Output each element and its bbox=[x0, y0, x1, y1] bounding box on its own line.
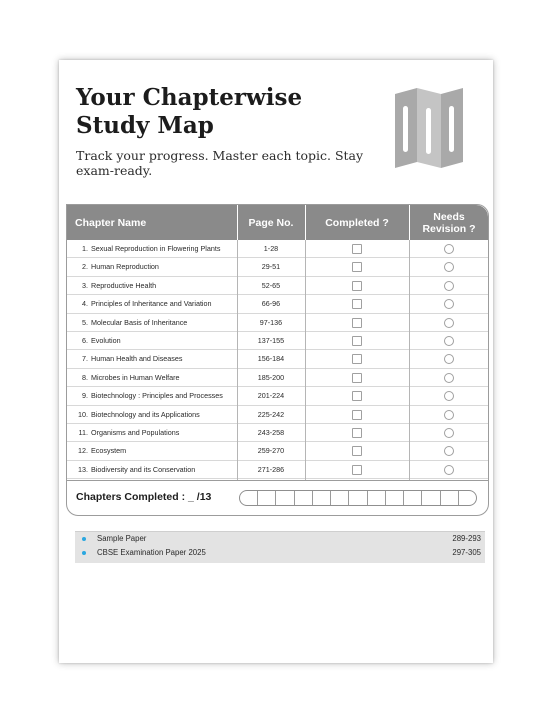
column-header-chapter-name: Chapter Name bbox=[75, 216, 147, 229]
table-row bbox=[67, 369, 488, 387]
folded-map-icon bbox=[393, 88, 465, 168]
chapter-name: Ecosystem bbox=[91, 446, 127, 456]
chapter-name: Biotechnology : Principles and Processes bbox=[91, 391, 223, 401]
extra-paper-label: CBSE Examination Paper 2025 bbox=[97, 548, 206, 557]
chapters-completed-label: Chapters Completed : _ /13 bbox=[76, 491, 212, 503]
needs-revision-radio[interactable] bbox=[444, 281, 454, 291]
chapter-name: Principles of Inheritance and Variation bbox=[91, 299, 212, 309]
column-header-needs-revision bbox=[409, 205, 489, 240]
chapter-number: 10. bbox=[78, 409, 88, 419]
chapter-name: Reproductive Health bbox=[91, 280, 157, 290]
extra-paper-pages: 289-293 bbox=[452, 534, 481, 543]
chapter-name: Microbes in Human Welfare bbox=[91, 372, 180, 382]
chapter-number: 12. bbox=[78, 446, 88, 456]
table-row bbox=[67, 406, 488, 424]
chapter-name: Human Reproduction bbox=[91, 262, 159, 272]
chapter-table bbox=[66, 204, 489, 516]
table-row bbox=[67, 442, 488, 460]
table-row bbox=[67, 387, 488, 405]
tracker-cell[interactable] bbox=[349, 491, 367, 505]
chapter-number: 4. bbox=[82, 299, 88, 309]
needs-revision-radio[interactable] bbox=[444, 446, 454, 456]
tracker-cell[interactable] bbox=[276, 491, 294, 505]
chapter-number: 9. bbox=[82, 391, 88, 401]
completed-checkbox[interactable] bbox=[352, 281, 362, 291]
completed-checkbox[interactable] bbox=[352, 373, 362, 383]
chapter-pages: 243-258 bbox=[257, 427, 285, 437]
tracker-cell[interactable] bbox=[258, 491, 276, 505]
table-row bbox=[67, 332, 488, 350]
needs-revision-radio[interactable] bbox=[444, 336, 454, 346]
needs-revision-radio[interactable] bbox=[444, 465, 454, 475]
table-row bbox=[67, 350, 488, 368]
chapter-number: 11. bbox=[78, 427, 88, 437]
chapter-pages: 97-136 bbox=[259, 317, 283, 327]
needs-revision-radio[interactable] bbox=[444, 354, 454, 364]
needs-revision-radio[interactable] bbox=[444, 262, 454, 272]
column-header-completed: Completed ? bbox=[325, 216, 389, 229]
progress-tracker bbox=[239, 490, 477, 506]
completed-checkbox[interactable] bbox=[352, 354, 362, 364]
chapter-name: Human Health and Diseases bbox=[91, 354, 183, 364]
page-title: Your Chapterwise Study Map bbox=[76, 84, 303, 139]
tracker-cell[interactable] bbox=[459, 491, 476, 505]
extra-paper-label: Sample Paper bbox=[97, 534, 147, 543]
study-map-page bbox=[59, 60, 493, 663]
chapter-pages: 1-28 bbox=[263, 244, 279, 253]
chapter-name: Biodiversity and its Conservation bbox=[91, 464, 196, 474]
completed-checkbox[interactable] bbox=[352, 410, 362, 420]
table-row bbox=[67, 461, 488, 479]
needs-revision-radio[interactable] bbox=[444, 391, 454, 401]
completed-checkbox[interactable] bbox=[352, 318, 362, 328]
tracker-cell[interactable] bbox=[441, 491, 459, 505]
completed-checkbox[interactable] bbox=[352, 428, 362, 438]
extra-paper-pages: 297-305 bbox=[452, 548, 481, 557]
page-subtitle: Track your progress. Master each topic. Stay exam-ready. bbox=[76, 148, 364, 178]
chapter-pages: 201-224 bbox=[257, 391, 285, 401]
chapter-number: 3. bbox=[82, 280, 88, 290]
tracker-cell[interactable] bbox=[295, 491, 313, 505]
chapter-number: 13. bbox=[78, 464, 88, 474]
completed-checkbox[interactable] bbox=[352, 446, 362, 456]
table-header bbox=[67, 205, 488, 240]
chapter-pages: 156-184 bbox=[257, 354, 285, 364]
completed-checkbox[interactable] bbox=[352, 262, 362, 272]
tracker-cell[interactable] bbox=[331, 491, 349, 505]
column-header-page-no: Page No. bbox=[248, 216, 294, 229]
chapter-pages: 137-155 bbox=[257, 335, 285, 345]
chapter-pages: 52-65 bbox=[261, 280, 281, 290]
chapter-name: Molecular Basis of Inheritance bbox=[91, 317, 188, 327]
chapter-name: Sexual Reproduction in Flowering Plants bbox=[91, 244, 221, 253]
table-row bbox=[67, 277, 488, 295]
chapter-number: 5. bbox=[82, 317, 88, 327]
table-row bbox=[67, 258, 488, 276]
chapter-pages: 225-242 bbox=[257, 409, 285, 419]
needs-revision-label: Needs Revision ? bbox=[422, 210, 476, 235]
tracker-cell[interactable] bbox=[368, 491, 386, 505]
chapter-number: 1. bbox=[82, 244, 88, 253]
table-row bbox=[67, 314, 488, 332]
bullet-icon bbox=[82, 551, 86, 555]
completed-checkbox[interactable] bbox=[352, 299, 362, 309]
chapter-name: Organisms and Populations bbox=[91, 427, 180, 437]
chapters-completed-row bbox=[67, 480, 488, 516]
chapter-pages: 66-96 bbox=[261, 299, 281, 309]
extra-paper-item bbox=[75, 546, 485, 560]
chapter-pages: 29-51 bbox=[261, 262, 281, 272]
chapter-pages: 185-200 bbox=[257, 372, 285, 382]
needs-revision-radio[interactable] bbox=[444, 373, 454, 383]
chapter-number: 8. bbox=[82, 372, 88, 382]
completed-checkbox[interactable] bbox=[352, 391, 362, 401]
needs-revision-radio[interactable] bbox=[444, 244, 454, 254]
table-row bbox=[67, 240, 488, 258]
tracker-cell[interactable] bbox=[422, 491, 440, 505]
completed-checkbox[interactable] bbox=[352, 336, 362, 346]
needs-revision-radio[interactable] bbox=[444, 299, 454, 309]
needs-revision-radio[interactable] bbox=[444, 410, 454, 420]
chapter-pages: 259-270 bbox=[257, 446, 285, 456]
completed-checkbox[interactable] bbox=[352, 465, 362, 475]
chapter-name: Biotechnology and its Applications bbox=[91, 409, 200, 419]
tracker-cell[interactable] bbox=[240, 491, 258, 505]
chapter-rows bbox=[67, 240, 488, 479]
chapter-name: Evolution bbox=[91, 335, 121, 345]
needs-revision-radio[interactable] bbox=[444, 428, 454, 438]
extra-papers-list bbox=[75, 531, 485, 563]
table-row bbox=[67, 424, 488, 442]
chapter-pages: 271-286 bbox=[257, 464, 285, 474]
needs-revision-radio[interactable] bbox=[444, 318, 454, 328]
tracker-cell[interactable] bbox=[386, 491, 404, 505]
tracker-cell[interactable] bbox=[404, 491, 422, 505]
chapter-number: 7. bbox=[82, 354, 88, 364]
chapter-number: 6. bbox=[82, 335, 88, 345]
chapter-number: 2. bbox=[82, 262, 88, 272]
extra-paper-item bbox=[75, 532, 485, 546]
tracker-cell[interactable] bbox=[313, 491, 331, 505]
bullet-icon bbox=[82, 537, 86, 541]
completed-checkbox[interactable] bbox=[352, 244, 362, 254]
table-row bbox=[67, 295, 488, 313]
